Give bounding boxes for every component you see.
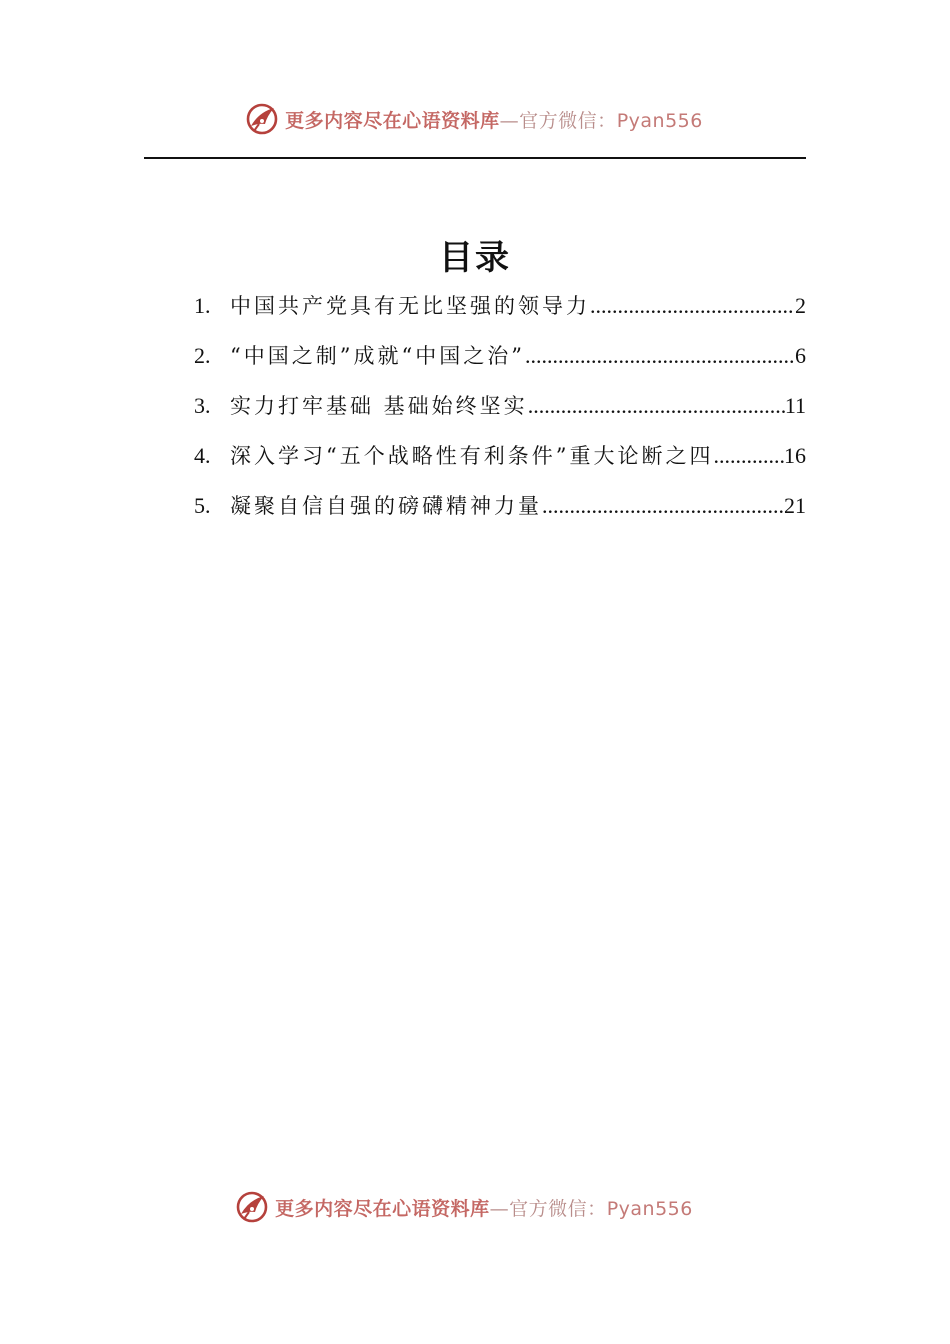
header-banner	[0, 102, 950, 136]
toc-entry-4[interactable]	[194, 440, 806, 490]
toc-entry-title: 实力打牢基础 基础始终坚实	[230, 394, 528, 418]
toc-entry-1[interactable]	[194, 290, 806, 340]
toc-entry-2[interactable]	[194, 340, 806, 390]
toc-dot-leader	[528, 393, 785, 419]
header-dash: —	[499, 109, 520, 132]
toc-entry-number: 1.	[194, 293, 211, 318]
toc-entry-page: 2	[795, 293, 806, 318]
pen-nib-logo-icon	[235, 1190, 269, 1224]
toc-entry-page: 11	[784, 393, 806, 418]
header-banner-text	[285, 106, 703, 133]
header-wechat-label: 官方微信：	[519, 109, 617, 132]
footer-banner-inner	[235, 1190, 693, 1224]
toc-entry-5[interactable]	[194, 490, 806, 540]
header-wechat-handle: Pyan556	[616, 109, 703, 132]
toc-entry-3[interactable]	[194, 390, 806, 440]
toc-entry-number: 3.	[194, 393, 211, 418]
toc-entry-page: 16	[784, 443, 806, 468]
header-brand: 更多内容尽在心语资料库	[285, 109, 500, 132]
toc-entry-title: “中国之制”成就“中国之治”	[230, 344, 525, 368]
footer-banner	[0, 1190, 950, 1224]
footer-dash: —	[489, 1197, 510, 1220]
pen-nib-logo-icon	[245, 102, 279, 136]
toc-entry-page: 21	[784, 493, 806, 518]
toc-entry-number: 2.	[194, 343, 211, 368]
toc-entry-title: 深入学习“五个战略性有利条件”重大论断之四	[230, 444, 714, 468]
footer-banner-text	[275, 1194, 693, 1221]
toc-entry-title: 凝聚自信自强的磅礴精神力量	[230, 494, 542, 518]
toc-entry-number: 5.	[194, 493, 211, 518]
toc-title: 目录	[439, 238, 511, 278]
toc-dot-leader	[713, 443, 784, 469]
toc-entry-page: 6	[795, 343, 806, 368]
toc-entry-number: 4.	[194, 443, 211, 468]
toc-dot-leader	[525, 343, 795, 369]
toc-dot-leader	[590, 293, 795, 319]
header-rule	[144, 157, 806, 159]
toc-dot-leader	[542, 493, 784, 519]
footer-wechat-label: 官方微信：	[509, 1197, 607, 1220]
header-banner-inner	[245, 102, 703, 136]
toc-entry-title: 中国共产党具有无比坚强的领导力	[230, 294, 590, 318]
toc-list	[194, 290, 806, 540]
footer-wechat-handle: Pyan556	[606, 1197, 693, 1220]
footer-brand: 更多内容尽在心语资料库	[275, 1197, 490, 1220]
